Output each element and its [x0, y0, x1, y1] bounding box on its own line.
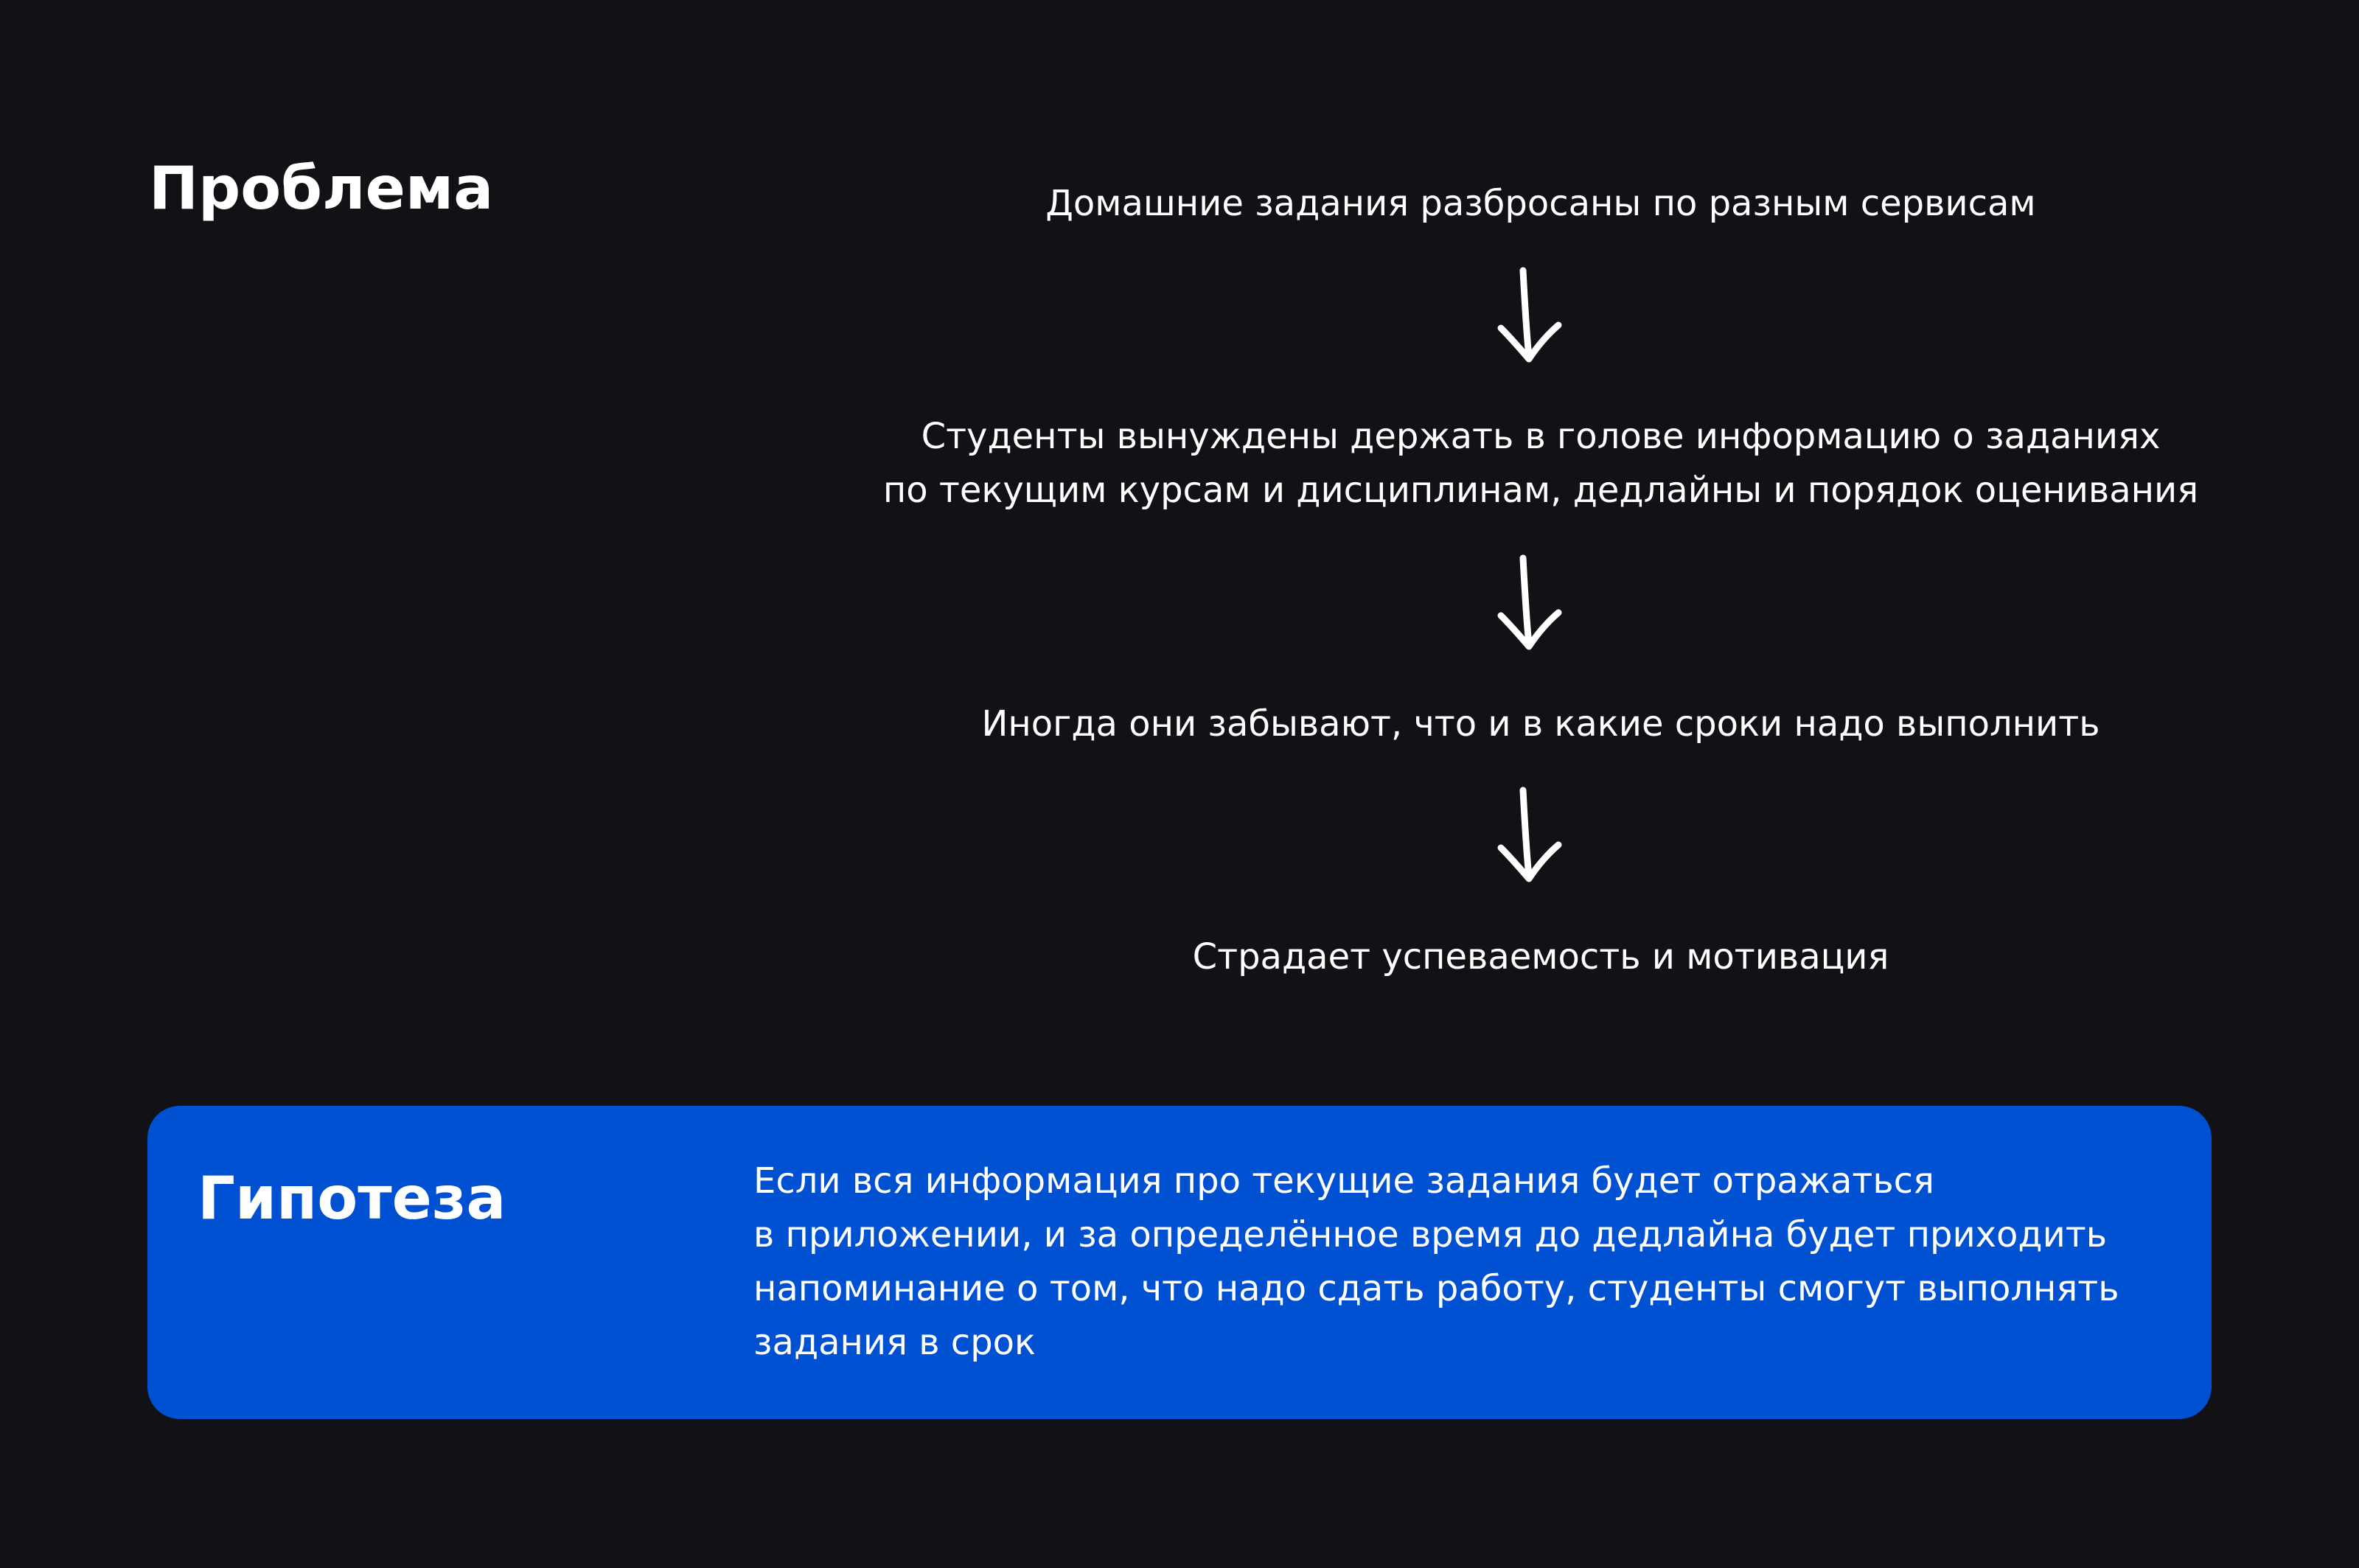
- arrow-down-icon: [1482, 262, 1570, 372]
- hypothesis-text-line: в приложении, и за определённое время до дедлайна будет приходить: [753, 1214, 2108, 1255]
- hypothesis-text-line: напоминание о том, что надо сдать работу, студенты смогут выполнять: [753, 1268, 2119, 1309]
- hypothesis-text-line: Если вся информация про текущие задания будет отражаться: [753, 1160, 1934, 1202]
- problem-step-4: Страдает успеваемость и мотивация: [1192, 936, 1889, 978]
- hypothesis-heading: Гипотеза: [198, 1164, 506, 1233]
- hypothesis-box: [147, 1106, 2212, 1419]
- problem-step-2-line-1: Студенты вынуждены держать в голове информацию о заданиях: [921, 416, 2161, 457]
- hypothesis-text: [753, 1154, 2154, 1370]
- problem-step-1: Домашние задания разбросаны по разным сервисам: [1045, 183, 2036, 224]
- arrow-down-icon: [1482, 781, 1570, 892]
- problem-step-2-line-2: по текущим курсам и дисциплинам, дедлайны и порядок оценивания: [882, 470, 2199, 511]
- problem-heading: Проблема: [149, 154, 494, 223]
- problem-step-2: [804, 410, 2278, 518]
- arrow-down-icon: [1482, 549, 1570, 660]
- problem-step-3: Иногда они забывают, что и в какие сроки надо выполнить: [981, 703, 2100, 745]
- hypothesis-text-line: задания в срок: [753, 1322, 1036, 1363]
